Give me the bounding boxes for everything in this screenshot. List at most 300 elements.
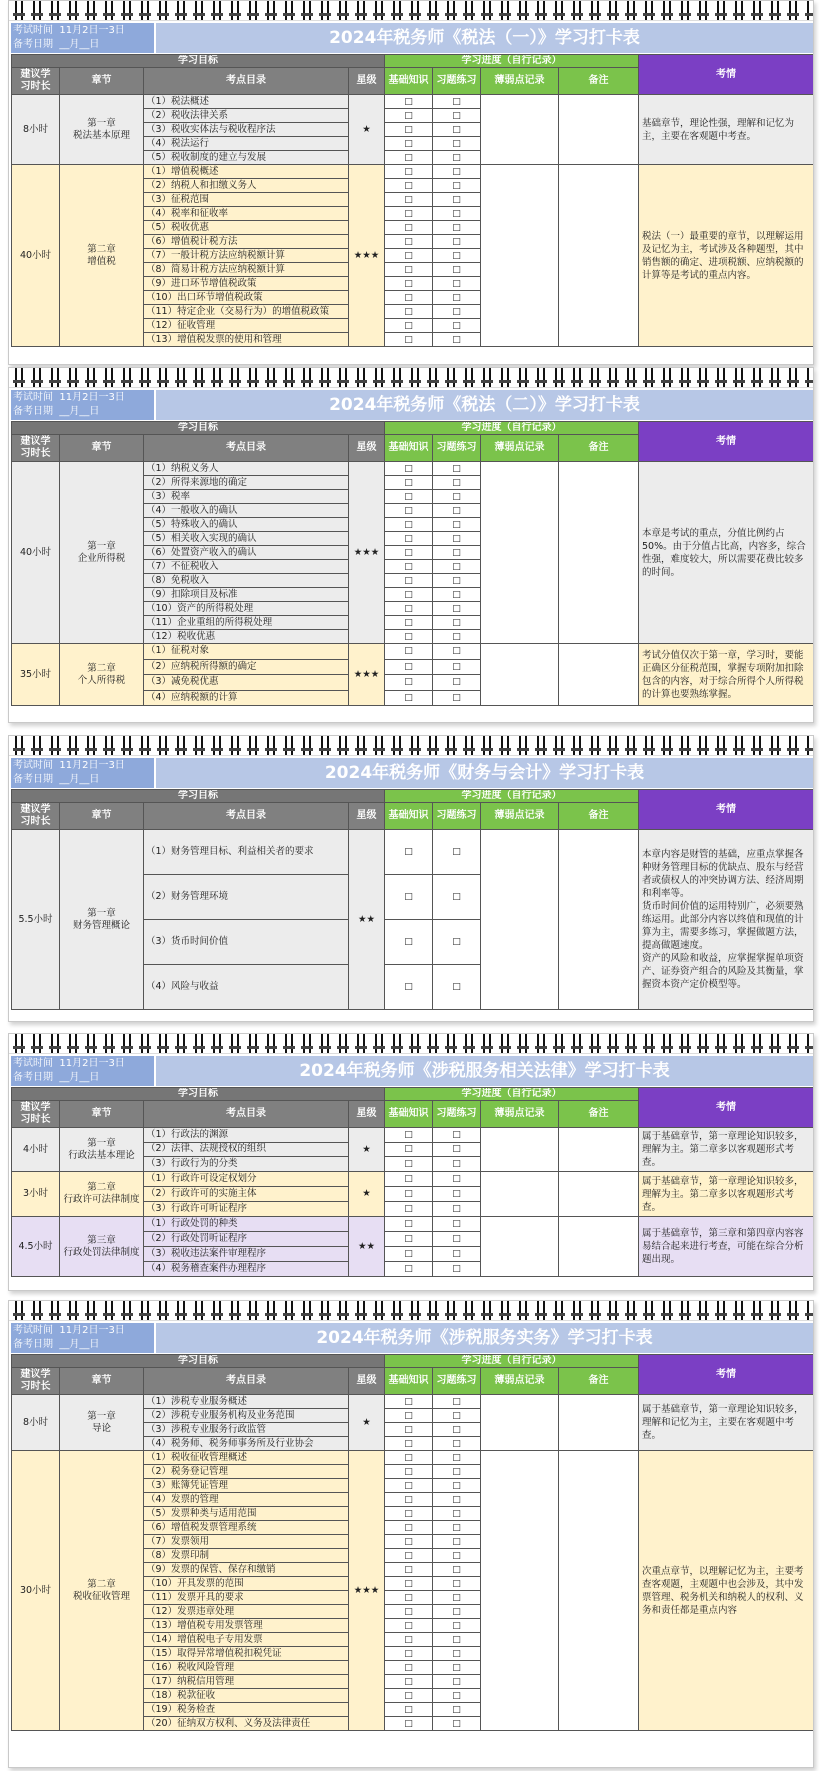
key-point-item: （2）行政许可的实施主体	[144, 1187, 349, 1202]
key-point-item: （1）征税对象	[144, 644, 349, 660]
practice-checkbox[interactable]: □	[433, 690, 481, 706]
practice-checkbox[interactable]: □	[433, 1247, 481, 1262]
basic-knowledge-header: 基础知识	[385, 1101, 433, 1128]
title-bar	[11, 390, 813, 420]
key-point-item: （8）免税收入	[144, 574, 349, 588]
key-points-header: 考点目录	[144, 435, 349, 462]
basic-checkbox[interactable]: □	[385, 504, 433, 518]
basic-checkbox[interactable]: □	[385, 165, 433, 179]
key-point-item: （5）税收制度的建立与发展	[144, 151, 349, 165]
basic-checkbox[interactable]: □	[385, 1521, 433, 1535]
table-row	[12, 165, 814, 179]
exam-date-value: 11月2日一3日	[59, 392, 125, 403]
practice-checkbox[interactable]: □	[433, 123, 481, 137]
practice-checkbox[interactable]: □	[433, 1633, 481, 1647]
key-point-item: （1）税法概述	[144, 95, 349, 109]
basic-checkbox[interactable]: □	[385, 560, 433, 574]
star-rating: ★★	[349, 830, 385, 1010]
basic-checkbox[interactable]: □	[385, 319, 433, 333]
basic-checkbox[interactable]: □	[385, 659, 433, 675]
practice-checkbox[interactable]: □	[433, 179, 481, 193]
remarks-header: 备注	[559, 435, 639, 462]
chapter-header: 章节	[60, 803, 144, 830]
remarks-cell[interactable]	[559, 644, 639, 706]
practice-checkbox[interactable]: □	[433, 602, 481, 616]
basic-checkbox[interactable]: □	[385, 333, 433, 347]
key-point-item: （5）相关收入实现的确认	[144, 532, 349, 546]
basic-knowledge-header: 基础知识	[385, 1368, 433, 1395]
key-point-item: （4）税务稽查案件办理程序	[144, 1262, 349, 1277]
practice-checkbox[interactable]: □	[433, 875, 481, 920]
basic-checkbox[interactable]: □	[385, 1232, 433, 1247]
practice-checkbox[interactable]: □	[433, 1563, 481, 1577]
practice-checkbox[interactable]: □	[433, 1647, 481, 1661]
remarks-cell[interactable]	[559, 165, 639, 347]
key-point-item: （13）增值税专用发票管理	[144, 1619, 349, 1633]
practice-checkbox[interactable]: □	[433, 462, 481, 476]
key-point-item: （1）涉税专业服务概述	[144, 1395, 349, 1409]
weak-points-cell[interactable]	[481, 830, 559, 1010]
basic-checkbox[interactable]: □	[385, 137, 433, 151]
practice-checkbox[interactable]: □	[433, 1232, 481, 1247]
basic-checkbox[interactable]: □	[385, 1577, 433, 1591]
star-rating: ★	[349, 1395, 385, 1451]
practice-checkbox[interactable]: □	[433, 221, 481, 235]
checkin-sheet	[8, 367, 814, 723]
basic-checkbox[interactable]: □	[385, 1172, 433, 1187]
basic-checkbox[interactable]: □	[385, 1675, 433, 1689]
chapter-name: 第二章 税收征收管理	[60, 1451, 144, 1731]
exam-situation-note: 本章是考试的重点，分值比例约占50%。由于分值占比高，内容多，综合性强，难度较大，所以需要花费比较多的时间。	[639, 462, 814, 644]
basic-checkbox[interactable]: □	[385, 1619, 433, 1633]
practice-checkbox[interactable]: □	[433, 95, 481, 109]
basic-checkbox[interactable]: □	[385, 277, 433, 291]
date-box	[11, 1056, 156, 1086]
exam-date-line	[13, 24, 152, 38]
star-rating: ★★★	[349, 1451, 385, 1731]
sheet-title: 2024年税务师《税法（二）》学习打卡表	[329, 395, 640, 415]
practice-checkbox[interactable]: □	[433, 1507, 481, 1521]
prep-date-value[interactable]: __月__日	[59, 1339, 100, 1350]
exam-situation-header: 考情	[639, 422, 814, 462]
basic-checkbox[interactable]: □	[385, 1395, 433, 1409]
remarks-cell[interactable]	[559, 1128, 639, 1172]
basic-checkbox[interactable]: □	[385, 1157, 433, 1172]
exam-situation-note: 属于基础章节，第一章理论知识较多，理解为主。第二章多以客观题形式考查。	[639, 1172, 814, 1217]
practice-checkbox[interactable]: □	[433, 1675, 481, 1689]
suggested-time: 4小时	[12, 1128, 60, 1172]
key-point-item: （12）发票违章处理	[144, 1605, 349, 1619]
key-point-item: （7）不征税收入	[144, 560, 349, 574]
exam-situation-header: 考情	[639, 790, 814, 830]
basic-checkbox[interactable]: □	[385, 95, 433, 109]
key-point-item: （1）财务管理目标、利益相关者的要求	[144, 830, 349, 875]
practice-checkbox[interactable]: □	[433, 630, 481, 644]
practice-checkbox[interactable]: □	[433, 1451, 481, 1465]
basic-checkbox[interactable]: □	[385, 151, 433, 165]
progress-header: 学习进度（自行记录）	[385, 1088, 639, 1101]
basic-checkbox[interactable]: □	[385, 588, 433, 602]
basic-checkbox[interactable]: □	[385, 1507, 433, 1521]
checkin-table	[11, 1087, 814, 1277]
basic-checkbox[interactable]: □	[385, 830, 433, 875]
basic-checkbox[interactable]: □	[385, 1479, 433, 1493]
remarks-cell[interactable]	[559, 95, 639, 165]
stars-header: 星级	[349, 1101, 385, 1128]
basic-checkbox[interactable]: □	[385, 249, 433, 263]
basic-checkbox[interactable]: □	[385, 1703, 433, 1717]
practice-checkbox[interactable]: □	[433, 504, 481, 518]
key-point-item: （14）增值税电子专用发票	[144, 1633, 349, 1647]
key-point-item: （4）税务师、税务师事务所及行业协会	[144, 1437, 349, 1451]
basic-checkbox[interactable]: □	[385, 490, 433, 504]
suggested-time-header: 建议学习时长	[12, 1368, 60, 1395]
practice-checkbox[interactable]: □	[433, 109, 481, 123]
weak-points-cell[interactable]	[481, 1128, 559, 1172]
practice-checkbox[interactable]: □	[433, 291, 481, 305]
basic-checkbox[interactable]: □	[385, 1423, 433, 1437]
study-goal-header: 学习目标	[12, 55, 385, 68]
basic-checkbox[interactable]: □	[385, 109, 433, 123]
exam-situation-note: 税法（一）最重要的章节，以理解运用及记忆为主，考试涉及各种题型，其中销售额的确定、进项税额、应纳税额的计算等是考试的重点内容。	[639, 165, 814, 347]
checkin-table	[11, 789, 814, 1010]
basic-knowledge-header: 基础知识	[385, 435, 433, 462]
exam-date-line	[13, 1057, 152, 1071]
prep-date-line	[13, 773, 152, 787]
stars-header: 星级	[349, 803, 385, 830]
key-point-item: （4）风险与收益	[144, 965, 349, 1010]
practice-checkbox[interactable]: □	[433, 1605, 481, 1619]
key-point-item: （5）税收优惠	[144, 221, 349, 235]
basic-checkbox[interactable]: □	[385, 1142, 433, 1157]
star-rating: ★★★	[349, 462, 385, 644]
sheet-title: 2024年税务师《税法（一）》学习打卡表	[329, 28, 640, 48]
basic-checkbox[interactable]: □	[385, 462, 433, 476]
practice-checkbox[interactable]: □	[433, 1619, 481, 1633]
weak-points-cell[interactable]	[481, 644, 559, 706]
basic-checkbox[interactable]: □	[385, 1661, 433, 1675]
exam-situation-note: 属于基础章节，第一章理论知识较多，理解为主。第二章多以客观题形式考查。	[639, 1128, 814, 1172]
practice-checkbox[interactable]: □	[433, 1437, 481, 1451]
stars-header: 星级	[349, 435, 385, 462]
practice-checkbox[interactable]: □	[433, 1202, 481, 1217]
star-rating: ★	[349, 95, 385, 165]
key-point-item: （11）发票开具的要求	[144, 1591, 349, 1605]
practice-checkbox[interactable]: □	[433, 137, 481, 151]
binder-rings	[9, 1301, 814, 1321]
star-rating: ★	[349, 1172, 385, 1217]
date-box	[11, 1323, 156, 1353]
study-goal-header: 学习目标	[12, 790, 385, 803]
basic-checkbox[interactable]: □	[385, 221, 433, 235]
prep-date-value[interactable]: __月__日	[59, 39, 100, 50]
practice-checkbox[interactable]: □	[433, 249, 481, 263]
practice-checkbox[interactable]: □	[433, 1128, 481, 1143]
key-point-item: （9）扣除项目及标准	[144, 588, 349, 602]
practice-checkbox[interactable]: □	[433, 1535, 481, 1549]
basic-checkbox[interactable]: □	[385, 1689, 433, 1703]
basic-checkbox[interactable]: □	[385, 476, 433, 490]
basic-checkbox[interactable]: □	[385, 690, 433, 706]
basic-checkbox[interactable]: □	[385, 518, 433, 532]
key-point-item: （3）减免税优惠	[144, 675, 349, 691]
practice-checkbox[interactable]: □	[433, 675, 481, 691]
practice-checkbox[interactable]: □	[433, 1703, 481, 1717]
suggested-time-header: 建议学习时长	[12, 1101, 60, 1128]
basic-checkbox[interactable]: □	[385, 1563, 433, 1577]
star-rating: ★★	[349, 1217, 385, 1277]
basic-checkbox[interactable]: □	[385, 235, 433, 249]
suggested-time: 40小时	[12, 462, 60, 644]
key-point-item: （5）特殊收入的确认	[144, 518, 349, 532]
date-box	[11, 23, 156, 53]
practice-checkbox[interactable]: □	[433, 644, 481, 660]
practice-checkbox[interactable]: □	[433, 574, 481, 588]
checkin-table	[11, 54, 814, 347]
key-points-header: 考点目录	[144, 803, 349, 830]
practice-checkbox[interactable]: □	[433, 1423, 481, 1437]
basic-checkbox[interactable]: □	[385, 616, 433, 630]
practice-checkbox[interactable]: □	[433, 920, 481, 965]
practice-checkbox[interactable]: □	[433, 263, 481, 277]
key-point-item: （12）税收优惠	[144, 630, 349, 644]
basic-checkbox[interactable]: □	[385, 1262, 433, 1277]
practice-checkbox[interactable]: □	[433, 830, 481, 875]
key-point-item: （2）行政处罚听证程序	[144, 1232, 349, 1247]
exam-time-label: 考试时间	[13, 25, 53, 36]
practice-checkbox[interactable]: □	[433, 305, 481, 319]
practice-checkbox[interactable]: □	[433, 560, 481, 574]
prep-date-label: 备考日期	[13, 406, 53, 417]
remarks-cell[interactable]	[559, 462, 639, 644]
basic-checkbox[interactable]: □	[385, 875, 433, 920]
suggested-time: 30小时	[12, 1451, 60, 1731]
practice-header: 习题练习	[433, 68, 481, 95]
practice-checkbox[interactable]: □	[433, 333, 481, 347]
practice-checkbox[interactable]: □	[433, 588, 481, 602]
exam-situation-header: 考情	[639, 1088, 814, 1128]
basic-checkbox[interactable]: □	[385, 1409, 433, 1423]
remarks-header: 备注	[559, 1368, 639, 1395]
practice-checkbox[interactable]: □	[433, 490, 481, 504]
prep-date-label: 备考日期	[13, 1339, 53, 1350]
practice-checkbox[interactable]: □	[433, 476, 481, 490]
checkin-sheet	[8, 1300, 814, 1768]
basic-checkbox[interactable]: □	[385, 574, 433, 588]
weak-points-cell[interactable]	[481, 1172, 559, 1217]
key-point-item: （11）特定企业（交易行为）的增值税政策	[144, 305, 349, 319]
practice-checkbox[interactable]: □	[433, 319, 481, 333]
practice-checkbox[interactable]: □	[433, 616, 481, 630]
practice-checkbox[interactable]: □	[433, 1262, 481, 1277]
checkin-table	[11, 1354, 814, 1731]
basic-checkbox[interactable]: □	[385, 1493, 433, 1507]
prep-date-value[interactable]: __月__日	[59, 1072, 100, 1083]
basic-checkbox[interactable]: □	[385, 1451, 433, 1465]
practice-checkbox[interactable]: □	[433, 277, 481, 291]
stars-header: 星级	[349, 68, 385, 95]
basic-checkbox[interactable]: □	[385, 123, 433, 137]
basic-checkbox[interactable]: □	[385, 263, 433, 277]
suggested-time: 4.5小时	[12, 1217, 60, 1277]
remarks-cell[interactable]	[559, 1172, 639, 1217]
exam-situation-note: 基础章节，理论性强，理解和记忆为主，主要在客观题中考查。	[639, 95, 814, 165]
practice-checkbox[interactable]: □	[433, 235, 481, 249]
basic-checkbox[interactable]: □	[385, 1633, 433, 1647]
basic-checkbox[interactable]: □	[385, 305, 433, 319]
key-point-item: （4）发票的管理	[144, 1493, 349, 1507]
weak-points-cell[interactable]	[481, 1217, 559, 1277]
remarks-cell[interactable]	[559, 1395, 639, 1451]
practice-checkbox[interactable]: □	[433, 1187, 481, 1202]
key-point-item: （5）发票种类与适用范围	[144, 1507, 349, 1521]
weak-points-header: 薄弱点记录	[481, 68, 559, 95]
key-point-item: （4）税法运行	[144, 137, 349, 151]
basic-checkbox[interactable]: □	[385, 1202, 433, 1217]
checkin-sheet	[8, 735, 814, 1022]
prep-date-value[interactable]: __月__日	[59, 774, 100, 785]
binder-rings	[9, 1, 814, 21]
suggested-time-header: 建议学习时长	[12, 435, 60, 462]
weak-points-cell[interactable]	[481, 165, 559, 347]
practice-checkbox[interactable]: □	[433, 1689, 481, 1703]
weak-points-cell[interactable]	[481, 1451, 559, 1731]
basic-knowledge-header: 基础知识	[385, 803, 433, 830]
prep-date-value[interactable]: __月__日	[59, 406, 100, 417]
basic-checkbox[interactable]: □	[385, 1437, 433, 1451]
practice-checkbox[interactable]: □	[433, 518, 481, 532]
exam-situation-header: 考情	[639, 1355, 814, 1395]
key-point-item: （15）取得异常增值税扣税凭证	[144, 1647, 349, 1661]
key-points-header: 考点目录	[144, 68, 349, 95]
prep-date-line	[13, 1338, 152, 1352]
practice-checkbox[interactable]: □	[433, 207, 481, 221]
weak-points-cell[interactable]	[481, 1395, 559, 1451]
practice-checkbox[interactable]: □	[433, 1521, 481, 1535]
basic-checkbox[interactable]: □	[385, 965, 433, 1010]
weak-points-header: 薄弱点记录	[481, 435, 559, 462]
key-point-item: （3）税收实体法与税收程序法	[144, 123, 349, 137]
basic-checkbox[interactable]: □	[385, 1465, 433, 1479]
exam-situation-note: 考试分值仅次于第一章，学习时，要能正确区分征税范围，掌握专项附加扣除包含的内容，对于综合所得个人所得税的计算也要熟练掌握。	[639, 644, 814, 706]
practice-checkbox[interactable]: □	[433, 1549, 481, 1563]
remarks-header: 备注	[559, 68, 639, 95]
practice-header: 习题练习	[433, 1101, 481, 1128]
practice-checkbox[interactable]: □	[433, 1395, 481, 1409]
practice-checkbox[interactable]: □	[433, 532, 481, 546]
remarks-cell[interactable]	[559, 1217, 639, 1277]
basic-checkbox[interactable]: □	[385, 1717, 433, 1731]
basic-checkbox[interactable]: □	[385, 1217, 433, 1232]
practice-checkbox[interactable]: □	[433, 1465, 481, 1479]
basic-checkbox[interactable]: □	[385, 1605, 433, 1619]
remarks-cell[interactable]	[559, 830, 639, 1010]
chapter-name: 第一章 财务管理概论	[60, 830, 144, 1010]
checkin-sheet	[8, 0, 814, 365]
practice-checkbox[interactable]: □	[433, 1493, 481, 1507]
study-goal-header: 学习目标	[12, 422, 385, 435]
suggested-time-header: 建议学习时长	[12, 68, 60, 95]
basic-checkbox[interactable]: □	[385, 1187, 433, 1202]
prep-date-line	[13, 1071, 152, 1085]
key-point-item: （10）开具发票的范围	[144, 1577, 349, 1591]
key-point-item: （7）一般计税方法应纳税额计算	[144, 249, 349, 263]
table-row	[12, 830, 814, 875]
title-bar	[11, 758, 813, 788]
basic-checkbox[interactable]: □	[385, 546, 433, 560]
key-point-item: （1）税收征收管理概述	[144, 1451, 349, 1465]
practice-checkbox[interactable]: □	[433, 659, 481, 675]
practice-header: 习题练习	[433, 435, 481, 462]
basic-checkbox[interactable]: □	[385, 602, 433, 616]
key-point-item: （3）涉税专业服务行政监管	[144, 1423, 349, 1437]
basic-checkbox[interactable]: □	[385, 193, 433, 207]
key-point-item: （1）行政许可设定权划分	[144, 1172, 349, 1187]
practice-checkbox[interactable]: □	[433, 193, 481, 207]
chapter-name: 第三章 行政处罚法律制度	[60, 1217, 144, 1277]
exam-situation-note: 本章内容是财管的基础，应重点掌握各种财务管理目标的优缺点、股东与经营者或债权人的冲突协调方法、经济周期和利率等。 货币时间价值的运用特别广，必须要熟练运用。此部分内容以终值和现值的计算为主，需要多练习，掌握做题方法，提高做题速度。 资产的风险和收益，应掌握掌握单项资产、证券资产组合的风险及其衡量，掌握资本资产定价模型等。	[639, 830, 814, 1010]
basic-checkbox[interactable]: □	[385, 1128, 433, 1143]
basic-checkbox[interactable]: □	[385, 179, 433, 193]
key-point-item: （3）货币时间价值	[144, 920, 349, 965]
basic-checkbox[interactable]: □	[385, 644, 433, 660]
chapter-header: 章节	[60, 1101, 144, 1128]
practice-checkbox[interactable]: □	[433, 1217, 481, 1232]
exam-situation-note: 属于基础章节，第三章和第四章内容容易结合起来进行考查，可能在综合分析题出现。	[639, 1217, 814, 1277]
practice-checkbox[interactable]: □	[433, 151, 481, 165]
remarks-cell[interactable]	[559, 1451, 639, 1731]
weak-points-cell[interactable]	[481, 95, 559, 165]
practice-checkbox[interactable]: □	[433, 965, 481, 1010]
title-bar	[11, 1056, 813, 1086]
basic-checkbox[interactable]: □	[385, 1247, 433, 1262]
practice-checkbox[interactable]: □	[433, 1479, 481, 1493]
weak-points-cell[interactable]	[481, 462, 559, 644]
star-rating: ★★★	[349, 644, 385, 706]
chapter-name: 第二章 增值税	[60, 165, 144, 347]
key-point-item: （6）增值税发票管理系统	[144, 1521, 349, 1535]
basic-checkbox[interactable]: □	[385, 1535, 433, 1549]
basic-checkbox[interactable]: □	[385, 630, 433, 644]
basic-checkbox[interactable]: □	[385, 920, 433, 965]
practice-checkbox[interactable]: □	[433, 1577, 481, 1591]
practice-checkbox[interactable]: □	[433, 1591, 481, 1605]
practice-checkbox[interactable]: □	[433, 1142, 481, 1157]
practice-checkbox[interactable]: □	[433, 1409, 481, 1423]
basic-checkbox[interactable]: □	[385, 1591, 433, 1605]
exam-situation-note: 属于基础章节，第一章理论知识较多，理解和记忆为主，主要在客观题中考查。	[639, 1395, 814, 1451]
key-point-item: （3）行政许可听证程序	[144, 1202, 349, 1217]
suggested-time: 3小时	[12, 1172, 60, 1217]
practice-checkbox[interactable]: □	[433, 546, 481, 560]
practice-checkbox[interactable]: □	[433, 165, 481, 179]
binder-rings	[9, 736, 814, 756]
basic-checkbox[interactable]: □	[385, 1549, 433, 1563]
table-row	[12, 644, 814, 660]
practice-header: 习题练习	[433, 803, 481, 830]
basic-checkbox[interactable]: □	[385, 532, 433, 546]
practice-checkbox[interactable]: □	[433, 1172, 481, 1187]
practice-checkbox[interactable]: □	[433, 1717, 481, 1731]
practice-checkbox[interactable]: □	[433, 1661, 481, 1675]
practice-checkbox[interactable]: □	[433, 1157, 481, 1172]
basic-checkbox[interactable]: □	[385, 1647, 433, 1661]
chapter-name: 第一章 导论	[60, 1395, 144, 1451]
key-point-item: （1）行政法的渊源	[144, 1128, 349, 1143]
basic-checkbox[interactable]: □	[385, 207, 433, 221]
basic-checkbox[interactable]: □	[385, 675, 433, 691]
basic-checkbox[interactable]: □	[385, 291, 433, 305]
